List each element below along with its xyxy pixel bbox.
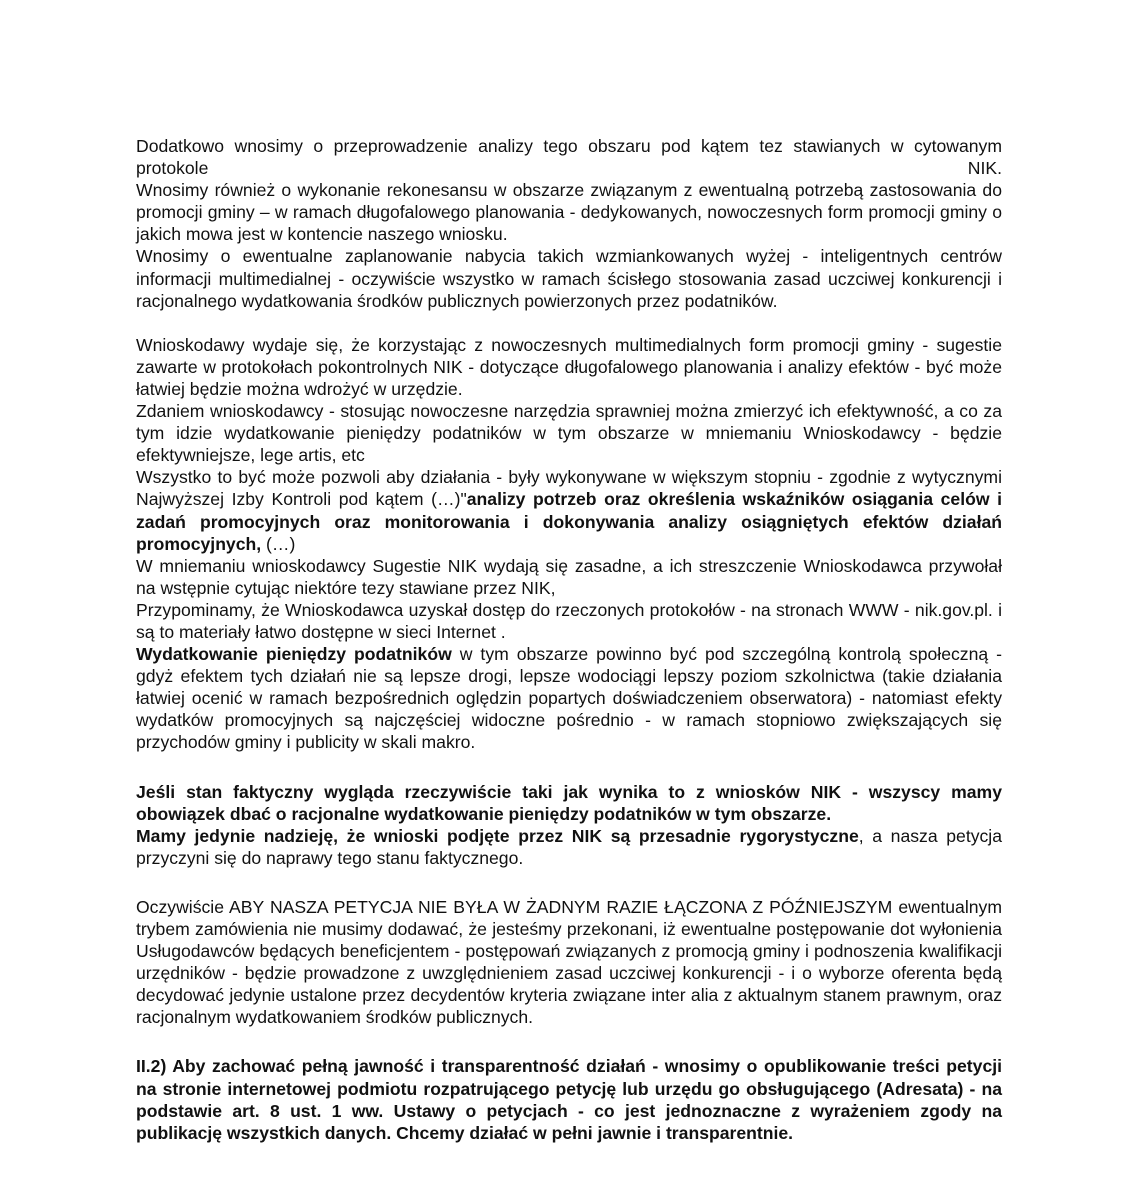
text-protokole: protokole <box>136 158 209 179</box>
taxpayer-spending-bold: Wydatkowanie pieniędzy podatników <box>136 644 452 665</box>
paragraph-spacer <box>136 312 1002 334</box>
paragraph-fair-competition: Oczywiście ABY NASZA PETYCJA NIE BYŁA W ŻADNYM RAZIE ŁĄCZONA Z PÓŹNIEJSZYM ewentualnym trybem zamówienia nie musimy dodawać, że jesteśmy przekonani, iż ewentualne postępowanie dot wyłonienia Usługodawców będących beneficjentem - postępowań związanych z promocją gminy i podnoszenia kwalifikacji urzędników - będzie prowadzone z uwzględnieniem zasad uczciwej konkurencji - i o wyborze oferenta będą decydować jedynie ustalone przez decydentów kryteria związane inter alia z aktualnym stanem prawnym, oraz racjonalnym wydatkowaniem środków publicznych. <box>136 896 1002 1028</box>
paragraph-reconnaissance-request: Wnosimy również o wykonanie rekonesansu w obszarze związanym z ewentualną potrzebą zastosowania do promocji gminy – w ramach długofalowego planowania - dedykowanych, nowoczesnych form promocji gminy o jakich mowa jest w kontencie naszego wniosku. <box>136 180 1002 245</box>
paragraph-line: Dodatkowo wnosimy o przeprowadzenie analizy tego obszaru pod kątem tez stawianych w cytowanym <box>136 136 1002 156</box>
paragraph-nik-suggestions: W mniemaniu wnioskodawcy Sugestie NIK wydają się zasadne, a ich streszczenie Wnioskodawca przywołał na wstępnie cytując niektóre tezy stawiane przez NIK, <box>136 555 1002 598</box>
text-nik: NIK. <box>967 158 1002 179</box>
hope-text: , a nasza petycja przyczyni się do naprawy tego stanu faktycznego. <box>136 825 1003 868</box>
document-page <box>136 135 1002 1144</box>
nik-guidelines-text: Wszystko to być może pozwoli aby działania - były wykonywane w większym stopniu - zgodnie z wytycznymi Najwyższej Izby Kontroli pod kątem (…)" <box>136 467 1002 510</box>
paragraph-line <box>136 157 1002 179</box>
nik-guidelines-ellipsis: (…) <box>261 533 296 554</box>
paragraph-hope <box>136 825 1002 869</box>
paragraph-spacer <box>136 1028 1002 1055</box>
paragraph-purchase-planning: Wnosimy o ewentualne zaplanowanie nabycia takich wzmiankowanych wyżej - inteligentnych centrów informacji multimedialnej - oczywiście wszystko w ramach ścisłego stosowania zasad uczciwej konkurencji i racjonalnego wydatkowania środków publicznych powierzonych przez podatników. <box>136 246 1002 311</box>
paragraph-analysis-request <box>136 135 1002 179</box>
paragraph-factual-state: Jeśli stan faktyczny wygląda rzeczywiście taki jak wynika to z wniosków NIK - wszyscy mamy obowiązek dbać o racjonalne wydatkowanie pieniędzy podatników w tym obszarze. <box>136 781 1002 824</box>
paragraph-taxpayer-spending <box>136 643 1002 753</box>
paragraph-nik-guidelines <box>136 466 1002 554</box>
paragraph-spacer <box>136 754 1002 781</box>
paragraph-spacer <box>136 869 1002 896</box>
paragraph-protocol-access: Przypominamy, że Wnioskodawca uzyskał dostęp do rzeczonych protokołów - na stronach WWW - nik.gov.pl. i są to materiały łatwo dostępne w sieci Internet . <box>136 599 1002 642</box>
taxpayer-spending-text: w tym obszarze powinno być pod szczególną kontrolą społeczną - gdyż efektem tych działań nie są lepsze drogi, lepsze wodociągi lepszy poziom szkolnictwa (takie działania łatwiej ocenić w ramach bezpośrednich oględzin popartych doświadczeniem obserwatora) - natomiast efekty wydatków promocyjnych są najczęściej widoczne pośrednio - w ramach stopniowo zwiększających się przychodów gminy i publicity w skali makro. <box>136 644 1002 753</box>
paragraph-transparency-request: II.2) Aby zachować pełną jawność i transparentność działań - wnosimy o opublikowanie treści petycji na stronie internetowej podmiotu rozpatrującego petycję lub urzędu go obsługującego (Adresata) - na podstawie art. 8 ust. 1 ww. Ustawy o petycjach - co jest jednoznaczne z wyrażeniem zgody na publikację wszystkich danych. Chcemy działać w pełni jawnie i transparentnie. <box>136 1056 1002 1143</box>
nik-guidelines-bold-quote: analizy potrzeb oraz określenia wskaźników osiągania celów i zadań promocyjnych oraz monitorowania i dokonywania analizy osiągniętych efektów działań promocyjnych, <box>136 489 1003 554</box>
paragraph-multimedia-forms: Wnioskodawy wydaje się, że korzystając z nowoczesnych multimedialnych form promocji gminy - sugestie zawarte w protokołach pokontrolnych NIK - dotyczące długofalowego planowania i analizy efektów - być może łatwiej będzie można wdrożyć w urzędzie. <box>136 334 1002 399</box>
hope-bold: Mamy jedynie nadzieję, że wnioski podjęte przez NIK są przesadnie rygorystyczne <box>136 825 859 846</box>
paragraph-efficiency-opinion: Zdaniem wnioskodawcy - stosując nowoczesne narzędzia sprawniej można zmierzyć ich efektywność, a co za tym idzie wydatkowanie pieniędzy podatników w tym obszarze w mniemaniu Wnioskodawcy - będzie efektywniejsze, lege artis, etc <box>136 401 1002 466</box>
